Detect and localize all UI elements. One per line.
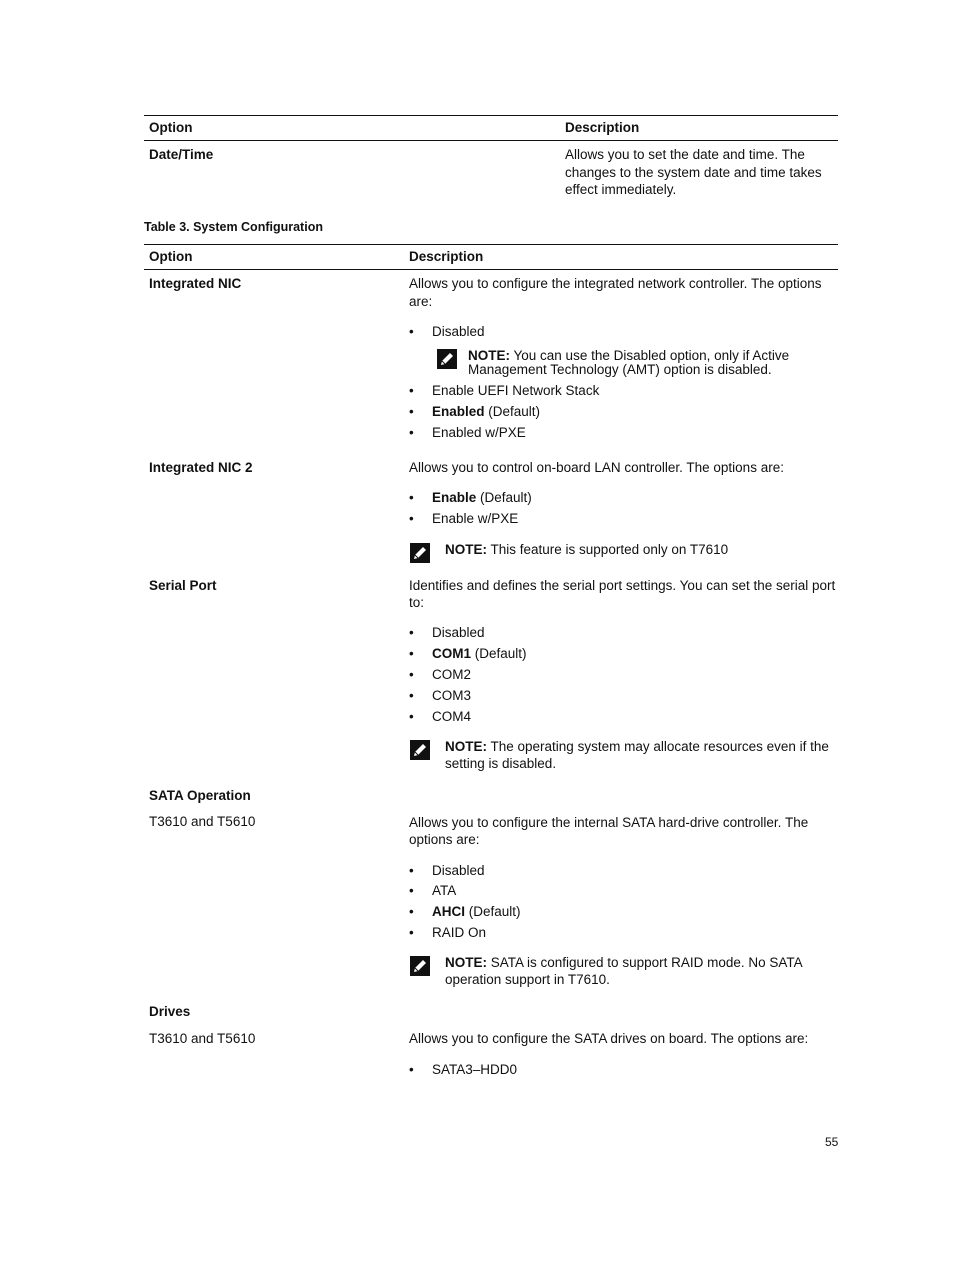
bullet-dot: • [409, 646, 414, 661]
bullet-dot: • [409, 404, 414, 419]
nic2-desc: Allows you to control on-board LAN controller. The options are: [409, 460, 784, 475]
bullet-bold: Enabled [432, 404, 485, 419]
bullet-label: Enabled w/PXE [432, 425, 526, 440]
note-pencil-icon [436, 348, 458, 370]
bullet-dot: • [409, 383, 414, 398]
note-text-2: Management Technology (AMT) option is disabled. [468, 362, 772, 377]
table-top-row-desc-1: Allows you to set the date and time. The [565, 147, 805, 162]
bullet-dot: • [409, 688, 414, 703]
serial-note [445, 738, 835, 772]
bullet-dot: • [409, 904, 414, 919]
table-header-rule [144, 269, 838, 270]
note-text-1: SATA is configured to support RAID mode. No SATA [487, 955, 803, 970]
bullet-dot: • [409, 709, 414, 724]
bullet-label: Enable UEFI Network Stack [432, 383, 600, 398]
bullet-label [432, 903, 521, 920]
note-text-1: You can use the Disabled option, only if Active [510, 348, 790, 363]
note-label: NOTE: [445, 739, 487, 754]
bullet-label: RAID On [432, 925, 487, 940]
serial-desc-2: to: [409, 595, 425, 610]
bullet-dot: • [409, 1062, 414, 1077]
note-pencil-icon [409, 739, 431, 761]
bullet-rest: (Default) [471, 646, 527, 661]
bullet-dot: • [409, 511, 414, 526]
bullet-rest: (Default) [484, 404, 541, 419]
bullet-dot: • [409, 425, 414, 440]
note-pencil-icon [409, 955, 431, 977]
table-top-row-desc-2: changes to the system date and time takes [565, 165, 822, 180]
table-header-description: Description [409, 249, 484, 264]
table-top-header-option: Option [149, 120, 193, 135]
bullet-label: ATA [432, 883, 457, 898]
table-top-rule [144, 115, 838, 116]
bullet-dot: • [409, 324, 414, 339]
bullet-bold: COM1 [432, 646, 472, 661]
bullet-label: Disabled [432, 863, 485, 878]
nic-note [468, 347, 828, 378]
bullet-dot: • [409, 625, 414, 640]
bullet-label [432, 489, 532, 506]
bullet-label: Disabled [432, 625, 485, 640]
bullet-dot: • [409, 883, 414, 898]
table-top-row-option: Date/Time [149, 147, 214, 162]
bullet-label: COM3 [432, 688, 472, 703]
bullet-label: SATA3–HDD0 [432, 1062, 518, 1077]
table-top-header-description: Description [565, 120, 640, 135]
option-sata-operation: SATA Operation [149, 788, 251, 803]
bullet-label [432, 645, 527, 662]
note-text: This feature is supported only on T7610 [487, 542, 729, 557]
nic2-note [445, 541, 835, 558]
table-top-header-rule [144, 140, 838, 141]
table-header-option: Option [149, 249, 193, 264]
bullet-dot: • [409, 667, 414, 682]
note-pencil-icon [409, 542, 431, 564]
table-rule [144, 244, 838, 245]
bullet-bold: AHCI [432, 904, 465, 919]
table-caption: Table 3. System Configuration [144, 220, 323, 234]
bullet-label: COM4 [432, 709, 472, 724]
note-text-2: operation support in T7610. [445, 972, 610, 987]
option-integrated-nic-2: Integrated NIC 2 [149, 460, 253, 475]
bullet-dot: • [409, 863, 414, 878]
option-serial-port: Serial Port [149, 578, 217, 593]
bullet-rest: (Default) [476, 490, 532, 505]
option-drives: Drives [149, 1004, 191, 1019]
bullet-rest: (Default) [465, 904, 521, 919]
drives-desc: Allows you to configure the SATA drives on board. The options are: [409, 1031, 809, 1046]
note-label: NOTE: [445, 955, 487, 970]
sata-sub: T3610 and T5610 [149, 814, 256, 829]
drives-sub: T3610 and T5610 [149, 1031, 256, 1046]
bullet-label: COM2 [432, 667, 472, 682]
sata-desc-1: Allows you to configure the internal SATA hard-drive controller. The [409, 815, 809, 830]
bullet-dot: • [409, 490, 414, 505]
note-text-2: setting is disabled. [445, 756, 557, 771]
table-top-row-desc-3: effect immediately. [565, 182, 677, 197]
serial-desc-1: Identifies and defines the serial port settings. You can set the serial port [409, 578, 836, 593]
option-integrated-nic: Integrated NIC [149, 276, 242, 291]
bullet-bold: Enable [432, 490, 477, 505]
sata-note [445, 954, 835, 988]
note-text-1: The operating system may allocate resources even if the [487, 739, 829, 754]
page-number: 55 [825, 1135, 839, 1149]
bullet-label: Enable w/PXE [432, 511, 519, 526]
bullet-dot: • [409, 925, 414, 940]
nic-desc-2: are: [409, 294, 433, 309]
bullet-label [432, 403, 540, 420]
note-label: NOTE: [445, 542, 487, 557]
note-label: NOTE: [468, 348, 510, 363]
sata-desc-2: options are: [409, 832, 480, 847]
bullet-label: Disabled [432, 324, 485, 339]
nic-desc-1: Allows you to configure the integrated network controller. The options [409, 276, 822, 291]
